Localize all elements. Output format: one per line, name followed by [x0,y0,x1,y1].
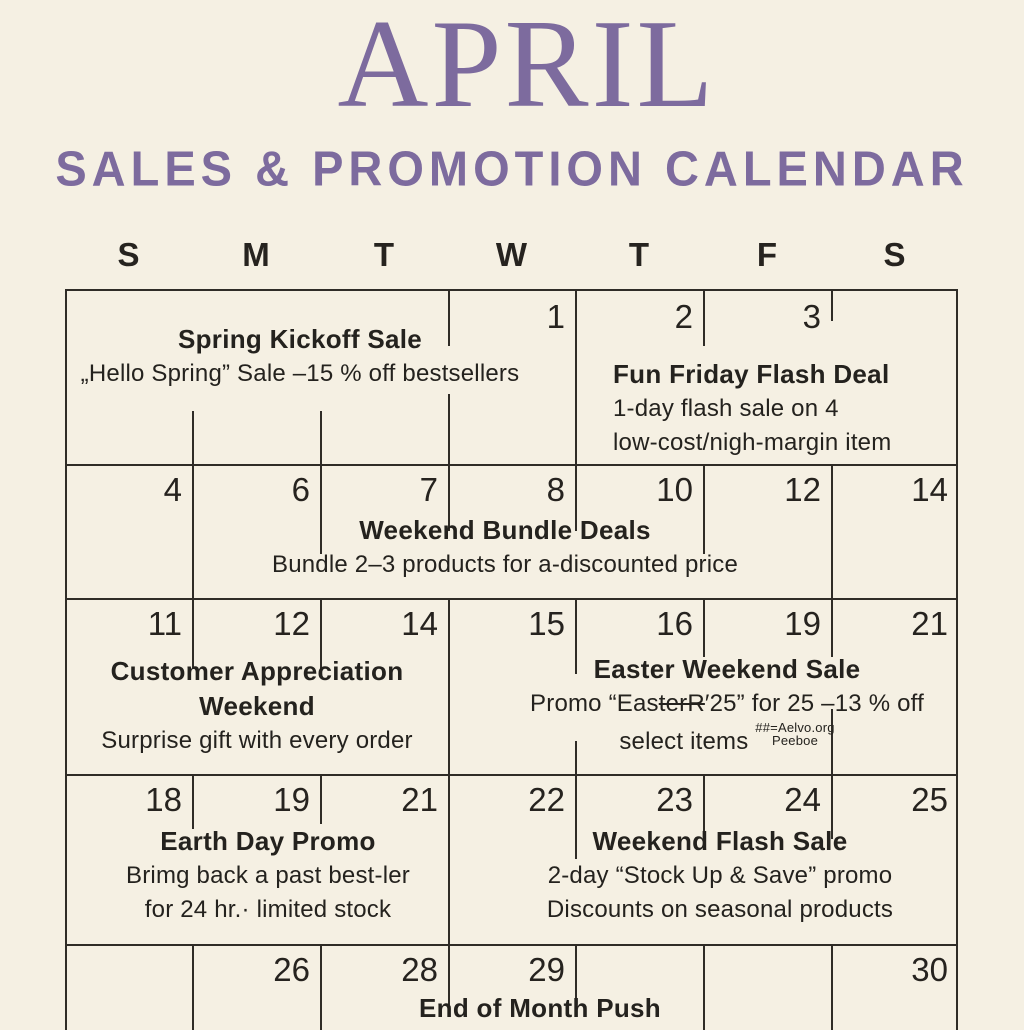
day-number: 25 [911,781,948,818]
event-weekend-bundle-deals-line: Weekend Bundle Deals [359,515,651,545]
event-easter-weekend-sale-line: Promo “EasterR′25” for 25 –13 % off [530,690,924,717]
column-line [320,944,322,1030]
row-line [65,944,958,946]
column-line [448,598,450,774]
day-number: 14 [911,471,948,508]
column-line [831,289,833,321]
day-number: 21 [911,605,948,642]
day-number: 18 [145,781,182,818]
day-number: 19 [273,781,310,818]
event-easter-weekend-sale-line: select items ##=Aelvo.org Peeboe [619,720,835,755]
event-end-of-month-push [419,991,661,1026]
weekday-label: S [883,236,906,273]
day-number: 14 [401,605,438,642]
artifact-small-text: ##=Aelvo.org Peeboe [755,720,835,748]
row-line [65,464,958,466]
column-line [448,394,450,464]
day-number: 16 [656,605,693,642]
event-easter-weekend-sale-line: Easter Weekend Sale [593,654,861,684]
row-line [65,598,958,600]
day-number: 26 [273,951,310,988]
column-line [192,411,194,464]
day-number: 7 [419,471,438,508]
column-line [192,944,194,1030]
day-number: 15 [528,605,565,642]
event-spring-kickoff-sale-line: Spring Kickoff Sale [177,324,423,354]
day-number: 1 [546,298,565,335]
row-line [65,774,958,776]
column-line [575,289,577,464]
event-earth-day-promo-line: Earth Day Promo [160,826,376,856]
day-number: 30 [911,951,948,988]
day-number: 12 [784,471,821,508]
day-number: 21 [401,781,438,818]
event-customer-appreciation-weekend-line: Customer Appreciation [110,656,404,686]
column-line [320,774,322,824]
grid-right-border [956,289,958,1030]
event-weekend-bundle-deals [272,513,738,582]
weekday-header [0,236,1024,276]
column-line [192,774,194,829]
day-number: 23 [656,781,693,818]
event-customer-appreciation-weekend [101,654,412,758]
column-line [703,598,705,657]
event-weekend-flash-sale-line: Discounts on seasonal products [546,896,894,923]
day-number: 28 [401,951,438,988]
day-number: 8 [546,471,565,508]
weekday-label: W [495,236,528,273]
day-number: 12 [273,605,310,642]
day-number: 6 [291,471,310,508]
day-number: 24 [784,781,821,818]
event-weekend-flash-sale-line: Weekend Flash Sale [592,826,848,856]
day-number: 22 [528,781,565,818]
event-earth-day-promo-line: for 24 hr.· limited stock [144,896,392,923]
weekday-label: M [242,236,270,273]
column-line [320,411,322,464]
column-line [703,289,705,346]
column-line [831,944,833,1030]
event-weekend-flash-sale [547,824,893,927]
column-line [831,464,833,598]
column-line [448,774,450,944]
column-line [192,464,194,598]
day-number: 2 [674,298,693,335]
day-number: 29 [528,951,565,988]
event-earth-day-promo-line: Brimg back a past best-ler [126,862,410,889]
event-earth-day-promo [126,824,410,927]
event-customer-appreciation-weekend-line: Weekend [199,691,315,721]
page-title: APRIL [337,0,717,134]
day-number: 11 [147,605,182,642]
event-fun-friday-flash-deal [613,357,891,460]
grid-left-border [65,289,67,1030]
page-subtitle: SALES & PROMOTION CALENDAR [55,140,969,197]
weekday-label: T [628,236,650,273]
event-customer-appreciation-weekend-line: Surprise gift with every order [101,727,413,754]
day-number: 10 [656,471,693,508]
event-fun-friday-flash-deal-line: Fun Friday Flash Deal [613,359,890,389]
column-line [831,598,833,657]
event-weekend-flash-sale-line: 2-day “Stock Up & Save” promo [547,862,893,889]
event-fun-friday-flash-deal-line: 1-day flash sale on 4 [613,395,839,422]
event-end-of-month-push-line: End of Month Push [419,993,661,1023]
calendar-grid [65,289,958,1030]
column-line [703,944,705,1030]
row-line [65,289,958,291]
weekday-label: S [117,236,140,273]
event-weekend-bundle-deals-line: Bundle 2–3 products for a-discounted price [271,551,739,578]
event-fun-friday-flash-deal-line: low-cost/nigh-margin item [613,429,892,456]
day-number: 19 [784,605,821,642]
day-number: 4 [163,471,182,508]
weekday-label: F [756,236,778,273]
event-spring-kickoff-sale [81,322,520,391]
day-number: 3 [802,298,821,335]
event-spring-kickoff-sale-line: „Hello Spring” Sale –15 % off bestsellers [80,360,520,387]
weekday-label: T [373,236,395,273]
event-easter-weekend-sale [530,652,924,759]
